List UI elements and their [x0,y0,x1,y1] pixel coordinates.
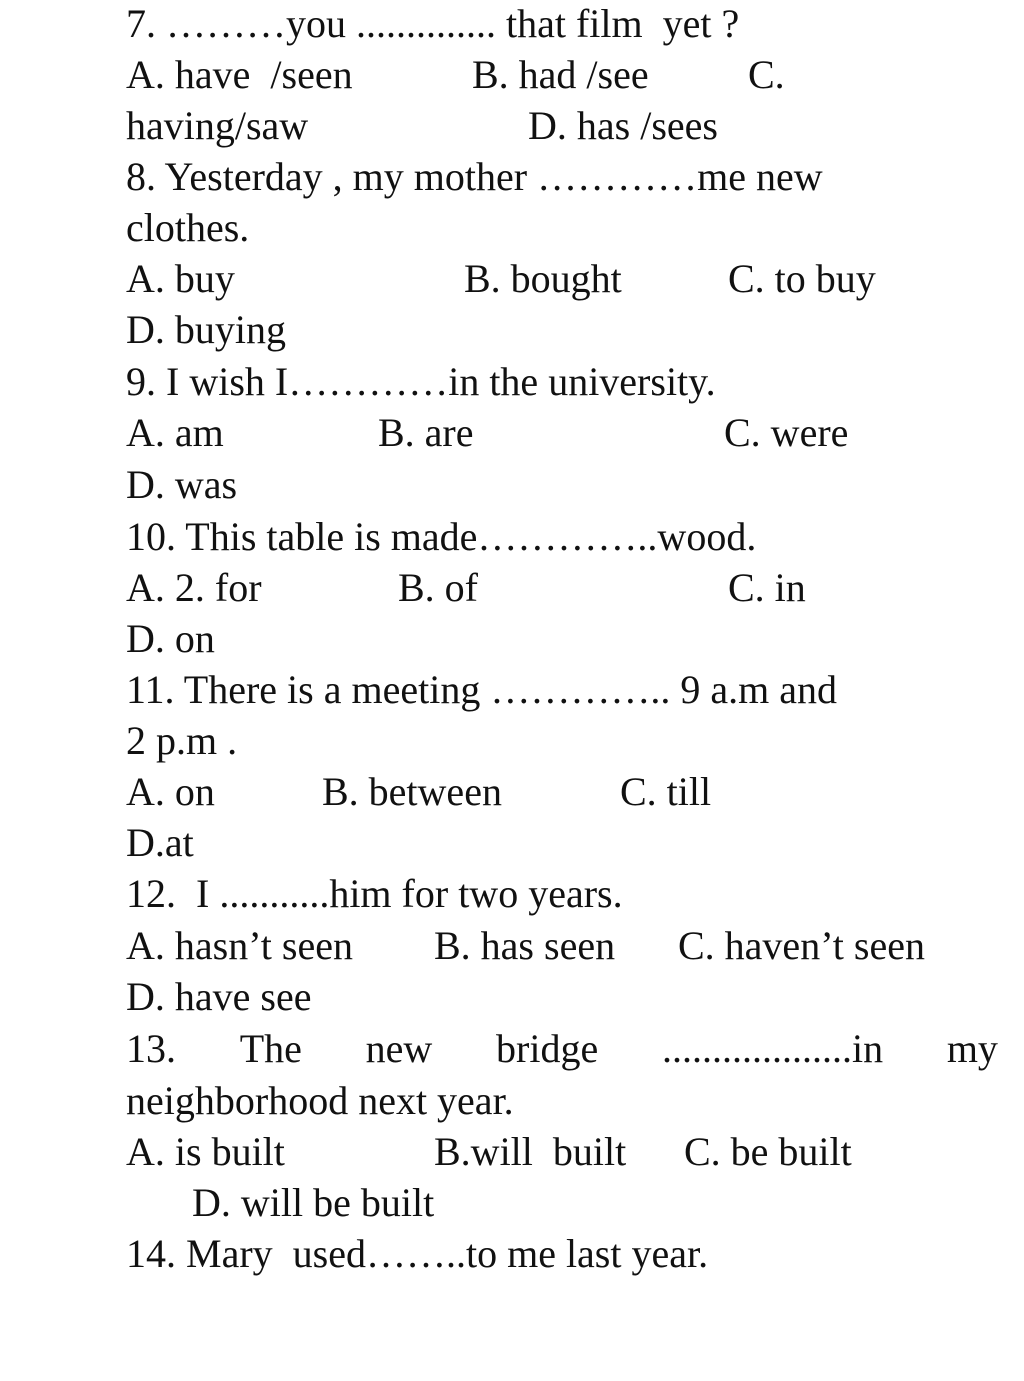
option-b: B. has seen [434,923,616,968]
option-d: D. buying [126,307,286,352]
question-9-options [126,407,998,458]
question-8-options [126,253,998,304]
question-12-stem: 12. I ...........him for two years. [126,871,623,916]
question-10-options-continued [126,613,998,664]
question-10-stem: 10. This table is made…………..wood. [126,514,757,559]
option-a: A. is built [126,1129,285,1174]
option-d: D. was [126,462,238,507]
option-c: C. in [728,565,806,610]
question-8-stem: 8. Yesterday , my mother …………me new [126,154,823,199]
question-14-stem: 14. Mary used……..to me last year. [126,1231,709,1276]
option-d: D.at [126,820,194,865]
question-11-stem-continued: 2 p.m . [126,718,238,763]
question-7-stem: 7. ………you .............. that film yet ? [126,1,740,46]
question-11-options [126,766,998,817]
option-d: D. has /sees [528,103,718,148]
option-b: B. had /see [472,52,649,97]
option-c: C. [748,52,785,97]
question-13-stem-continued: neighborhood next year. [126,1078,514,1123]
option-c: C. haven’t seen [678,923,925,968]
option-b: B. of [398,565,478,610]
option-a: A. 2. for [126,565,262,610]
question-10-options [126,562,998,613]
question-8-options-continued [126,304,998,355]
option-a: A. have /seen [126,52,353,97]
question-12-options [126,920,998,971]
option-c: C. till [620,769,712,814]
option-b: B. between [322,769,502,814]
question-7-options [126,49,998,100]
question-12-options-continued [126,971,998,1022]
option-b: B. are [378,410,474,455]
question-7-options-continued [126,100,998,151]
question-9-stem: 9. I wish I…………in the university. [126,359,716,404]
option-c-text: having/saw [126,103,309,148]
option-b: B.will built [434,1129,627,1174]
question-11-options-continued [126,817,998,868]
question-11-stem: 11. There is a meeting ………….. 9 a.m and [126,667,837,712]
option-d: D. on [126,616,215,661]
option-a: A. on [126,769,215,814]
option-d: D. have see [126,974,312,1019]
option-a: A. hasn’t seen [126,923,353,968]
option-b: B. bought [464,256,622,301]
option-d: D. will be built [192,1180,435,1225]
question-9-options-continued [126,459,998,510]
option-c: C. be built [684,1129,852,1174]
question-13-options [126,1126,998,1177]
question-13-stem: 13. The new bridge ...................in my [126,1026,998,1071]
question-13-options-continued [126,1177,998,1228]
option-a: A. am [126,410,224,455]
option-c: C. to buy [728,256,876,301]
option-c: C. were [724,410,849,455]
option-a: A. buy [126,256,235,301]
question-8-stem-continued: clothes. [126,205,250,250]
